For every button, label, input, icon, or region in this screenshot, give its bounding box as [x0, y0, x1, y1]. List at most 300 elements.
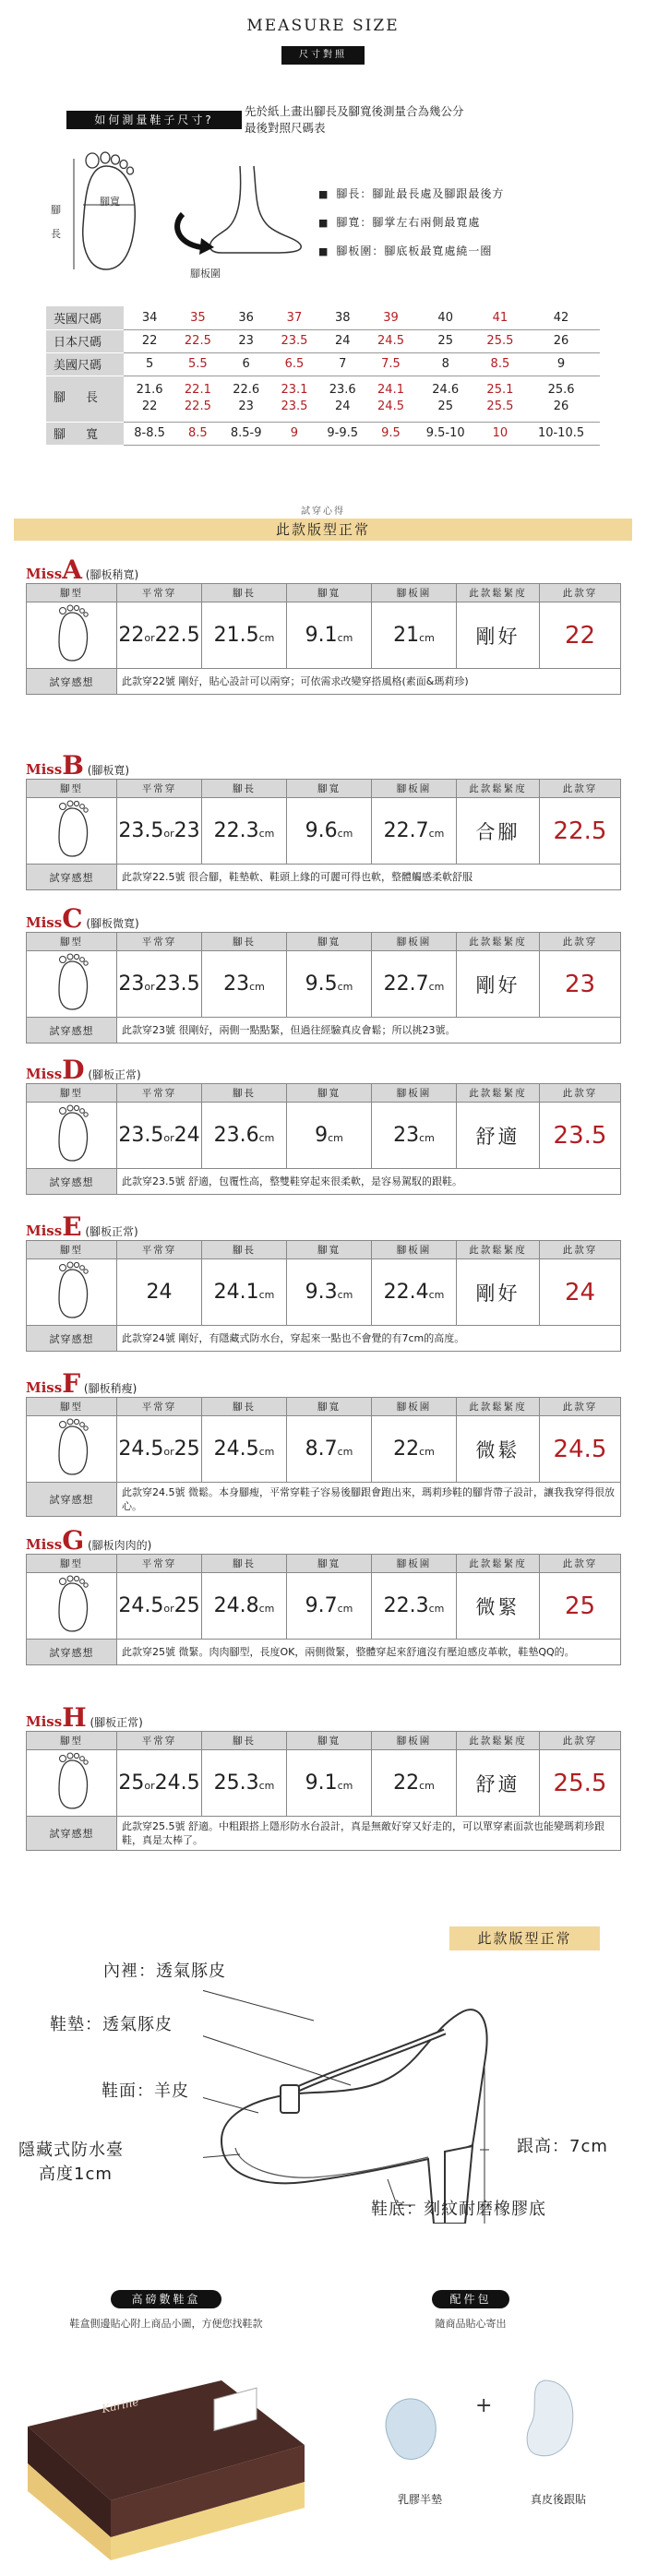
normal-size-cell	[117, 1573, 202, 1640]
normal-size-cell	[117, 951, 202, 1018]
foot-shape-icon	[52, 952, 92, 1011]
tester-letter: D	[62, 1055, 85, 1085]
length-cell	[202, 1259, 287, 1326]
tester-letter: A	[62, 555, 82, 585]
column-header: 此款鬆緊度	[457, 933, 540, 951]
column-header: 腳長	[202, 933, 287, 951]
column-header: 平常穿	[117, 1241, 202, 1259]
length-top: 25.1	[486, 383, 514, 397]
foot-shape-icon	[52, 603, 92, 662]
size-cell: 34	[124, 306, 175, 329]
column-header: 此款穿	[540, 584, 621, 602]
feel-label: 試穿感想	[27, 1169, 117, 1195]
label-arch-girth: 腳板圍	[190, 268, 221, 280]
size-cell: 8	[413, 352, 478, 376]
column-header: 平常穿	[117, 1732, 202, 1750]
width-cell	[287, 1573, 372, 1640]
normal-size-a: 24.5	[118, 1594, 164, 1617]
width-cell	[287, 1103, 372, 1169]
tester-block	[26, 1368, 621, 1517]
length-top: 24.1	[377, 383, 404, 397]
column-header: 腳板圍	[372, 933, 457, 951]
unit: cm	[428, 828, 445, 840]
column-header: 此款鬆緊度	[457, 1241, 540, 1259]
column-header: 腳寬	[287, 1084, 372, 1103]
column-header: 腳寬	[287, 933, 372, 951]
size-cell: 6.5	[272, 352, 317, 376]
size-row-label: 美國尺碼	[46, 352, 124, 376]
size-row	[46, 329, 600, 352]
tester-desc: (腳板正常)	[90, 1716, 143, 1729]
column-header: 腳寬	[287, 1555, 372, 1573]
plus-sign: +	[475, 2394, 493, 2417]
feel-label: 試穿感想	[27, 669, 117, 695]
fit-cell: 微鬆	[457, 1416, 540, 1483]
foot-shape-cell	[27, 798, 117, 865]
box-note: 鞋盒側邊貼心附上商品小圖，方便您找鞋款	[69, 2318, 263, 2330]
recommended-size-cell: 24	[540, 1259, 621, 1326]
column-header: 此款鬆緊度	[457, 780, 540, 798]
foot-side-icon	[166, 157, 305, 258]
unit: cm	[337, 981, 353, 993]
feel-label: 試穿感想	[27, 865, 117, 890]
size-cell: 36	[221, 306, 272, 329]
size-cell: 8.5	[478, 352, 522, 376]
normal-size-b: 23.5	[154, 972, 200, 996]
unit: cm	[249, 981, 265, 993]
tester-heading	[26, 1702, 621, 1733]
length-value: 23	[223, 972, 250, 996]
feel-label: 試穿感想	[27, 1817, 117, 1851]
tester-heading	[26, 1055, 621, 1085]
column-header: 此款穿	[540, 780, 621, 798]
unit: cm	[337, 1289, 353, 1301]
length-cell	[202, 602, 287, 669]
unit: cm	[337, 1780, 353, 1792]
length-value: 21.5	[213, 624, 259, 647]
length-top: 22.6	[233, 383, 260, 397]
tester-heading	[26, 903, 621, 934]
normal-size-a: 22	[118, 624, 145, 647]
tester-desc: (腳板正常)	[88, 1068, 141, 1081]
size-cell: 22	[124, 329, 175, 352]
unit: cm	[258, 828, 275, 840]
foot-shape-cell	[27, 1103, 117, 1169]
miss-word: Miss	[26, 1713, 63, 1730]
callout-lining: 內裡：透氣豚皮	[103, 1962, 226, 1981]
width-value: 9	[315, 1124, 329, 1147]
tester-letter: C	[62, 903, 83, 934]
tester-heading	[26, 555, 621, 585]
feel-label: 試穿感想	[27, 1483, 117, 1517]
tester-desc: (腳板寬)	[87, 764, 130, 777]
column-header: 腳寬	[287, 584, 372, 602]
width-value: 9.6	[305, 819, 338, 842]
intro-line-1: 先於紙上畫出腳長及腳寬後測量合為幾公分	[245, 104, 464, 118]
bullet-width: ■ 腳寬：腳掌左右兩側最寬處	[318, 209, 504, 237]
unit: cm	[419, 1780, 435, 1792]
unit: cm	[258, 1780, 275, 1792]
tester-block	[26, 903, 621, 1044]
column-header: 此款穿	[540, 1398, 621, 1416]
callout-heel: 跟高：7cm	[517, 2137, 608, 2156]
label-foot-length: 腳長	[51, 204, 61, 240]
column-header: 平常穿	[117, 780, 202, 798]
fit-cell: 合腳	[457, 798, 540, 865]
width-cell: 8.5	[175, 422, 220, 445]
tester-desc: (腳板正常)	[85, 1225, 138, 1238]
column-header: 此款鬆緊度	[457, 1398, 540, 1416]
size-conversion-table	[46, 306, 600, 446]
foot-shape-icon	[52, 1260, 92, 1319]
column-header: 平常穿	[117, 933, 202, 951]
column-header: 腳寬	[287, 1732, 372, 1750]
foot-shape-icon	[52, 799, 92, 858]
size-cell: 25.5	[478, 329, 522, 352]
length-cell	[124, 376, 175, 422]
or-word: or	[163, 1446, 174, 1458]
normal-size-cell	[117, 602, 202, 669]
feel-text: 此款穿22.5號 很合腳，鞋墊軟、鞋頭上緣的可麗可得也軟，整體觸感柔軟舒服	[117, 865, 621, 890]
intro-line-2: 最後對照尺碼表	[245, 121, 326, 135]
width-cell: 10-10.5	[522, 422, 600, 445]
size-cell: 6	[221, 352, 272, 376]
feel-text: 此款穿23.5號 舒適，包覆性高，整雙鞋穿起來很柔軟，是容易駕馭的跟鞋。	[117, 1169, 621, 1195]
length-value: 22.3	[213, 819, 259, 842]
width-value: 9.1	[305, 624, 338, 647]
arch-value: 21	[393, 624, 420, 647]
length-top: 22.1	[184, 383, 211, 397]
normal-size-a: 24	[146, 1281, 173, 1304]
item2-label: 真皮後跟貼	[530, 2493, 586, 2506]
page-title: MEASURE SIZE	[246, 17, 400, 35]
arch-value: 22	[393, 1771, 420, 1795]
tester-heading	[26, 1368, 621, 1399]
normal-size-b: 23	[173, 819, 200, 842]
fit-cell: 剛好	[457, 602, 540, 669]
fit-banner: 此款版型正常	[14, 519, 632, 541]
bullet-length: ■ 腳長：腳趾最長處及腳跟最後方	[318, 180, 504, 209]
foot-shape-cell	[27, 1750, 117, 1817]
length-cell	[221, 376, 272, 422]
arch-value: 22.7	[383, 972, 429, 996]
column-header: 腳板圍	[372, 1084, 457, 1103]
foot-shape-cell	[27, 1259, 117, 1326]
column-header: 此款穿	[540, 1555, 621, 1573]
size-cell: 40	[413, 306, 478, 329]
miss-word: Miss	[26, 1222, 63, 1239]
column-header: 腳長	[202, 584, 287, 602]
tester-desc: (腳板稍瘦)	[83, 1382, 138, 1395]
tester-desc: (腳板微寬)	[86, 917, 139, 930]
column-header: 腳板圍	[372, 1732, 457, 1750]
length-cell	[202, 1103, 287, 1169]
label-foot-width: 腳寬	[100, 196, 120, 208]
size-cell: 5.5	[175, 352, 220, 376]
or-word: or	[163, 1132, 174, 1144]
column-header: 腳長	[202, 780, 287, 798]
measure-bullets	[318, 180, 504, 266]
length-cell	[202, 798, 287, 865]
column-header: 平常穿	[117, 1398, 202, 1416]
width-cell: 8-8.5	[124, 422, 175, 445]
howto-badge: 如何測量鞋子尺寸?	[66, 111, 242, 129]
size-cell: 35	[175, 306, 220, 329]
width-cell: 10	[478, 422, 522, 445]
normal-size-a: 23.5	[118, 819, 164, 842]
length-value: 23.6	[213, 1124, 259, 1147]
column-header: 此款鬆緊度	[457, 1084, 540, 1103]
tester-block	[26, 1702, 621, 1851]
length-bottom: 26	[553, 400, 569, 413]
size-row-width	[46, 422, 600, 445]
unit: cm	[258, 1132, 275, 1144]
size-cell: 38	[317, 306, 368, 329]
width-value: 9.5	[305, 972, 338, 996]
column-header: 腳長	[202, 1732, 287, 1750]
tester-letter: B	[62, 750, 84, 781]
column-header: 腳型	[27, 1241, 117, 1259]
tester-desc: (腳板肉肉的)	[87, 1539, 152, 1552]
unit: cm	[419, 1132, 435, 1144]
length-cell	[522, 376, 600, 422]
column-header: 此款穿	[540, 933, 621, 951]
length-value: 24.1	[213, 1281, 259, 1304]
or-word: or	[144, 632, 155, 644]
size-row-label: 日本尺碼	[46, 329, 124, 352]
length-value: 24.8	[213, 1594, 259, 1617]
length-cell	[202, 1750, 287, 1817]
column-header: 腳型	[27, 1084, 117, 1103]
feel-text: 此款穿24號 剛好，有隱藏式防水台，穿起來一點也不會覺的有7cm的高度。	[117, 1326, 621, 1352]
column-header: 此款鬆緊度	[457, 584, 540, 602]
unit: cm	[337, 1446, 353, 1458]
tester-table	[26, 1083, 621, 1195]
foot-shape-cell	[27, 1416, 117, 1483]
column-header: 此款鬆緊度	[457, 1555, 540, 1573]
length-bottom: 25	[437, 400, 453, 413]
length-cell	[202, 951, 287, 1018]
tester-table	[26, 1554, 621, 1665]
foot-shape-icon	[52, 1103, 92, 1163]
length-cell	[317, 376, 368, 422]
callout-platform-line2: 高度1cm	[39, 2165, 113, 2184]
callout-sole: 鞋底：刻紋耐磨橡膠底	[371, 2200, 546, 2219]
accessory-title-badge: 配件包	[432, 2290, 509, 2308]
tester-block	[26, 750, 621, 890]
arch-cell	[372, 602, 457, 669]
normal-size-cell	[117, 1103, 202, 1169]
unit: cm	[337, 828, 353, 840]
column-header: 平常穿	[117, 584, 202, 602]
or-word: or	[144, 981, 155, 993]
tester-heading	[26, 1525, 621, 1556]
length-top: 23.6	[329, 383, 356, 397]
recommended-size-cell: 23	[540, 951, 621, 1018]
size-cell: 7.5	[368, 352, 413, 376]
miss-word: Miss	[26, 761, 63, 778]
size-cell: 42	[522, 306, 600, 329]
unit: cm	[258, 1603, 275, 1615]
length-top: 24.6	[432, 383, 460, 397]
length-cell	[272, 376, 317, 422]
arch-value: 22.3	[383, 1594, 429, 1617]
callout-platform-line1: 隱藏式防水臺	[18, 2141, 124, 2160]
size-cell: 25	[413, 329, 478, 352]
normal-size-a: 23.5	[118, 1124, 164, 1147]
unit: cm	[258, 1446, 275, 1458]
normal-size-cell	[117, 1750, 202, 1817]
tips-heading: 試穿心得	[301, 507, 345, 517]
length-cell	[175, 376, 220, 422]
column-header: 腳寬	[287, 780, 372, 798]
width-cell	[287, 1750, 372, 1817]
normal-size-cell	[117, 798, 202, 865]
normal-size-b: 24.5	[154, 1771, 200, 1795]
column-header: 腳型	[27, 933, 117, 951]
tester-block	[26, 555, 621, 695]
column-header: 腳型	[27, 1732, 117, 1750]
length-top: 25.6	[547, 383, 575, 397]
column-header: 腳寬	[287, 1398, 372, 1416]
column-header: 腳寬	[287, 1241, 372, 1259]
length-cell	[368, 376, 413, 422]
fit-cell: 舒適	[457, 1750, 540, 1817]
page-subtitle: 尺寸對照	[281, 46, 365, 65]
or-word: or	[163, 828, 174, 840]
normal-size-a: 24.5	[118, 1437, 164, 1461]
feel-text: 此款穿23號 很剛好，兩側一點點緊，但過往經驗真皮會鬆；所以挑23號。	[117, 1018, 621, 1044]
column-header: 腳型	[27, 1555, 117, 1573]
unit: cm	[419, 1446, 435, 1458]
normal-size-b: 25	[173, 1594, 200, 1617]
length-bottom: 24.5	[377, 400, 404, 413]
tester-table	[26, 1731, 621, 1851]
callout-platform	[18, 2137, 124, 2185]
column-header: 腳長	[202, 1084, 287, 1103]
box-brand: Karine	[100, 2394, 140, 2416]
normal-size-b: 24	[173, 1124, 200, 1147]
unit: cm	[428, 1603, 445, 1615]
size-row-label: 腳長	[46, 376, 124, 422]
width-cell	[287, 1416, 372, 1483]
size-row	[46, 306, 600, 329]
miss-word: Miss	[26, 1066, 63, 1082]
fit-cell: 微緊	[457, 1573, 540, 1640]
length-value: 25.3	[213, 1771, 259, 1795]
tester-block	[26, 1211, 621, 1352]
unit: cm	[258, 632, 275, 644]
column-header: 此款鬆緊度	[457, 1732, 540, 1750]
normal-size-b: 22.5	[154, 624, 200, 647]
size-cell: 9	[522, 352, 600, 376]
length-bottom: 23.5	[281, 400, 308, 413]
length-bottom: 22.5	[184, 400, 211, 413]
fit-cell: 剛好	[457, 951, 540, 1018]
width-cell	[287, 602, 372, 669]
column-header: 腳長	[202, 1555, 287, 1573]
fit-cell: 剛好	[457, 1259, 540, 1326]
miss-word: Miss	[26, 1536, 63, 1553]
normal-size-b: 25	[173, 1437, 200, 1461]
length-bottom: 24	[334, 400, 351, 413]
shoe-box-icon	[9, 2343, 314, 2565]
foot-shape-icon	[52, 1751, 92, 1810]
width-cell	[287, 951, 372, 1018]
width-cell	[287, 1259, 372, 1326]
arch-cell	[372, 1103, 457, 1169]
width-cell: 9	[272, 422, 317, 445]
width-value: 8.7	[305, 1437, 338, 1461]
column-header: 腳板圍	[372, 1555, 457, 1573]
width-cell	[287, 798, 372, 865]
callout-upper: 鞋面：羊皮	[102, 2081, 189, 2101]
width-cell: 9.5-10	[413, 422, 478, 445]
column-header: 腳板圍	[372, 1241, 457, 1259]
feel-label: 試穿感想	[27, 1640, 117, 1665]
tester-table	[26, 779, 621, 890]
item1-label: 乳膠半墊	[397, 2493, 442, 2506]
arch-value: 22	[393, 1437, 420, 1461]
unit: cm	[428, 981, 445, 993]
size-row-length	[46, 376, 600, 422]
size-cell: 23.5	[272, 329, 317, 352]
tester-table	[26, 932, 621, 1044]
recommended-size-cell: 22	[540, 602, 621, 669]
size-cell: 7	[317, 352, 368, 376]
column-header: 腳型	[27, 584, 117, 602]
tester-table	[26, 1240, 621, 1352]
column-header: 腳板圍	[372, 1398, 457, 1416]
tester-heading	[26, 1211, 621, 1242]
bullet-arch: ■ 腳板圍：腳底板最寬處繞一圈	[318, 237, 504, 266]
width-cell: 9-9.5	[317, 422, 368, 445]
recommended-size-cell: 23.5	[540, 1103, 621, 1169]
foot-sole-icon	[55, 148, 157, 277]
normal-size-a: 23	[118, 972, 145, 996]
tester-desc: (腳板稍寬)	[85, 568, 139, 581]
size-cell: 23	[221, 329, 272, 352]
arch-value: 23	[393, 1124, 420, 1147]
arch-cell	[372, 1573, 457, 1640]
tester-letter: G	[62, 1525, 85, 1556]
latex-half-pad-icon	[369, 2380, 461, 2473]
column-header: 此款穿	[540, 1732, 621, 1750]
length-value: 24.5	[213, 1437, 259, 1461]
heel-grip-icon	[508, 2371, 600, 2473]
unit: cm	[258, 1289, 275, 1301]
normal-size-a: 25	[118, 1771, 145, 1795]
feel-text: 此款穿25.5號 舒適。中粗跟搭上隱形防水台設計，真是無敵好穿又好走的，可以單穿素面款也能變瑪莉珍跟鞋，真是太棒了。	[117, 1817, 621, 1851]
column-header: 腳板圍	[372, 780, 457, 798]
size-cell: 22.5	[175, 329, 220, 352]
tester-block	[26, 1525, 621, 1665]
size-row-label: 腳寬	[46, 422, 124, 445]
width-cell: 8.5-9	[221, 422, 272, 445]
size-cell: 26	[522, 329, 600, 352]
box-title-badge: 高磅數鞋盒	[111, 2290, 221, 2308]
column-header: 腳型	[27, 780, 117, 798]
recommended-size-cell: 24.5	[540, 1416, 621, 1483]
unit: cm	[428, 1289, 445, 1301]
unit: cm	[337, 1603, 353, 1615]
length-cell	[478, 376, 522, 422]
arch-cell	[372, 798, 457, 865]
size-cell: 24.5	[368, 329, 413, 352]
column-header: 腳型	[27, 1398, 117, 1416]
arch-cell	[372, 1259, 457, 1326]
length-top: 21.6	[136, 383, 163, 397]
